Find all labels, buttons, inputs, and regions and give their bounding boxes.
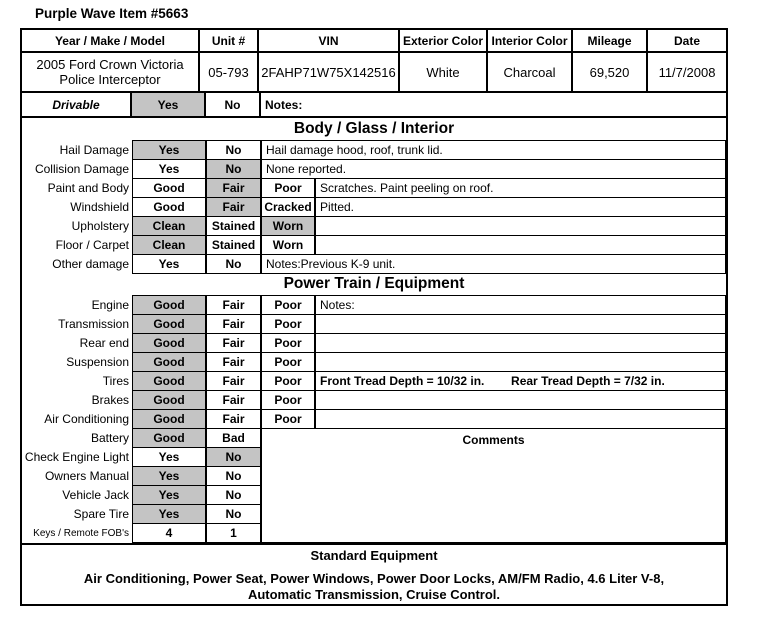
note-cell xyxy=(315,390,726,410)
drivable-label: Drivable xyxy=(22,93,132,118)
inspection-row-vehicle-jack xyxy=(22,485,261,505)
column-header: Mileage xyxy=(573,30,648,53)
column-header: Date xyxy=(648,30,726,53)
option-cell: Fair xyxy=(206,295,261,315)
exterior-color-value: White xyxy=(400,53,488,93)
row-label: Battery xyxy=(22,428,132,448)
inspection-row-transmission xyxy=(22,314,726,334)
document-frame xyxy=(20,28,728,606)
row-label: Spare Tire xyxy=(22,504,132,524)
note-cell: Notes:Previous K-9 unit. xyxy=(261,254,726,274)
option-cell: Yes xyxy=(132,140,206,160)
inspection-row-brakes xyxy=(22,390,726,410)
inspection-row-owners-manual xyxy=(22,466,261,486)
option-cell: Cracked xyxy=(261,197,315,217)
inspection-row-suspension xyxy=(22,352,726,372)
option-cell: 1 xyxy=(206,523,261,543)
option-cell: Poor xyxy=(261,352,315,372)
row-label: Vehicle Jack xyxy=(22,485,132,505)
column-header: Unit # xyxy=(200,30,259,53)
drivable-row xyxy=(22,93,726,118)
option-cell: Good xyxy=(132,409,206,429)
equipment-line-2: Automatic Transmission, Cruise Control. xyxy=(247,587,501,602)
option-cell: No xyxy=(206,254,261,274)
page-title: Purple Wave Item #5663 xyxy=(35,6,189,21)
option-cell: Fair xyxy=(206,390,261,410)
option-cell: Good xyxy=(132,178,206,198)
row-label: Air Conditioning xyxy=(22,409,132,429)
option-cell: Clean xyxy=(132,216,206,236)
inspection-row-floor-carpet xyxy=(22,235,726,255)
option-cell: Yes xyxy=(132,93,206,118)
option-cell: Fair xyxy=(206,197,261,217)
body-section-title: Body / Glass / Interior xyxy=(293,120,455,137)
row-label: Floor / Carpet xyxy=(22,235,132,255)
inspection-row-other-damage xyxy=(22,254,726,274)
unit-number-value: 05-793 xyxy=(200,53,259,93)
row-label: Transmission xyxy=(22,314,132,334)
vin-value: 2FAHP71W75X142516 xyxy=(259,53,400,93)
option-cell: Fair xyxy=(206,314,261,334)
inspection-row-spare-tire xyxy=(22,504,261,524)
vehicle-table-value-row xyxy=(22,53,726,93)
note-cell: Pitted. xyxy=(315,197,726,217)
option-cell: Good xyxy=(132,295,206,315)
row-label: Check Engine Light xyxy=(22,447,132,467)
row-label: Upholstery xyxy=(22,216,132,236)
row-label: Windshield xyxy=(22,197,132,217)
note-cell xyxy=(315,314,726,334)
note-cell xyxy=(315,352,726,372)
row-label: Paint and Body xyxy=(22,178,132,198)
comments-title: Comments xyxy=(462,433,525,447)
option-cell: Good xyxy=(132,390,206,410)
row-label: Suspension xyxy=(22,352,132,372)
option-cell: No xyxy=(206,140,261,160)
note-cell xyxy=(315,409,726,429)
row-label: Rear end xyxy=(22,333,132,353)
standard-equipment-text xyxy=(22,571,726,603)
power-section-title: Power Train / Equipment xyxy=(283,275,465,292)
inspection-row-upholstery xyxy=(22,216,726,236)
option-cell: Good xyxy=(132,352,206,372)
model-line-1: 2005 Ford Crown Victoria xyxy=(36,57,184,72)
option-cell: Good xyxy=(132,197,206,217)
note-cell xyxy=(315,333,726,353)
mileage-value: 69,520 xyxy=(573,53,648,93)
option-cell: Poor xyxy=(261,178,315,198)
option-cell: Poor xyxy=(261,390,315,410)
option-cell: No xyxy=(206,159,261,179)
option-cell: Yes xyxy=(132,466,206,486)
option-cell: Worn xyxy=(261,235,315,255)
column-header: VIN xyxy=(259,30,400,53)
standard-equipment-title: Standard Equipment xyxy=(310,548,438,563)
option-cell: Poor xyxy=(261,409,315,429)
option-cell: Clean xyxy=(132,235,206,255)
option-cell: No xyxy=(206,485,261,505)
option-cell: Fair xyxy=(206,371,261,391)
vehicle-table-header-row xyxy=(22,30,726,53)
note-cell xyxy=(315,216,726,236)
option-cell: Yes xyxy=(132,447,206,467)
option-cell: Yes xyxy=(132,504,206,524)
equipment-line-1: Air Conditioning, Power Seat, Power Windows, Power Door Locks, AM/FM Radio, 4.6 Liter V-8, xyxy=(83,571,665,586)
option-cell: Poor xyxy=(261,295,315,315)
row-label: Engine xyxy=(22,295,132,315)
option-cell: Yes xyxy=(132,159,206,179)
option-cell: Poor xyxy=(261,371,315,391)
row-label: Tires xyxy=(22,371,132,391)
inspection-row-tires xyxy=(22,371,726,391)
row-label: Hail Damage xyxy=(22,140,132,160)
inspection-row-check-engine-light xyxy=(22,447,261,467)
option-cell: Good xyxy=(132,314,206,334)
option-cell: Bad xyxy=(206,428,261,448)
column-header: Interior Color xyxy=(488,30,573,53)
date-value: 11/7/2008 xyxy=(648,53,726,93)
year-make-model-value xyxy=(22,53,200,93)
option-cell: Fair xyxy=(206,333,261,353)
note-cell: Notes: xyxy=(261,93,726,118)
model-line-2: Police Interceptor xyxy=(59,72,161,87)
option-cell: Fair xyxy=(206,409,261,429)
note-cell: Hail damage hood, roof, trunk lid. xyxy=(261,140,726,160)
inspection-row-rear-end xyxy=(22,333,726,353)
option-cell: Worn xyxy=(261,216,315,236)
inspection-row-hail-damage xyxy=(22,140,726,160)
option-cell: No xyxy=(206,504,261,524)
option-cell: Fair xyxy=(206,352,261,372)
option-cell: Poor xyxy=(261,333,315,353)
inspection-row-air-conditioning xyxy=(22,409,726,429)
inspection-row-engine xyxy=(22,295,726,315)
note-cell: Notes: xyxy=(315,295,726,315)
row-label: Brakes xyxy=(22,390,132,410)
option-cell: Good xyxy=(132,428,206,448)
inspection-row-windshield xyxy=(22,197,726,217)
option-cell: Yes xyxy=(132,485,206,505)
option-cell: Good xyxy=(132,333,206,353)
option-cell: No xyxy=(206,447,261,467)
row-label: Owners Manual xyxy=(22,466,132,486)
note-cell xyxy=(315,235,726,255)
row-label: Keys / Remote FOB's xyxy=(22,523,132,543)
option-cell: Poor xyxy=(261,314,315,334)
column-header: Year / Make / Model xyxy=(22,30,200,53)
option-cell: No xyxy=(206,93,261,118)
note-cell: Front Tread Depth = 10/32 in. Rear Tread Depth = 7/32 in. xyxy=(315,371,726,391)
option-cell: Good xyxy=(132,371,206,391)
note-cell: None reported. xyxy=(261,159,726,179)
inspection-row-collision-damage xyxy=(22,159,726,179)
inspection-row-battery xyxy=(22,428,261,448)
option-cell: Fair xyxy=(206,178,261,198)
section-divider xyxy=(22,543,726,545)
row-label: Other damage xyxy=(22,254,132,274)
inspection-row-keys-remote-fobs xyxy=(22,523,261,543)
option-cell: 4 xyxy=(132,523,206,543)
inspection-row-paint-and-body xyxy=(22,178,726,198)
interior-color-value: Charcoal xyxy=(488,53,573,93)
option-cell: Stained xyxy=(206,235,261,255)
option-cell: Yes xyxy=(132,254,206,274)
note-cell: Scratches. Paint peeling on roof. xyxy=(315,178,726,198)
option-cell: No xyxy=(206,466,261,486)
option-cell: Stained xyxy=(206,216,261,236)
row-label: Collision Damage xyxy=(22,159,132,179)
comments-box xyxy=(261,428,726,543)
column-header: Exterior Color xyxy=(400,30,488,53)
